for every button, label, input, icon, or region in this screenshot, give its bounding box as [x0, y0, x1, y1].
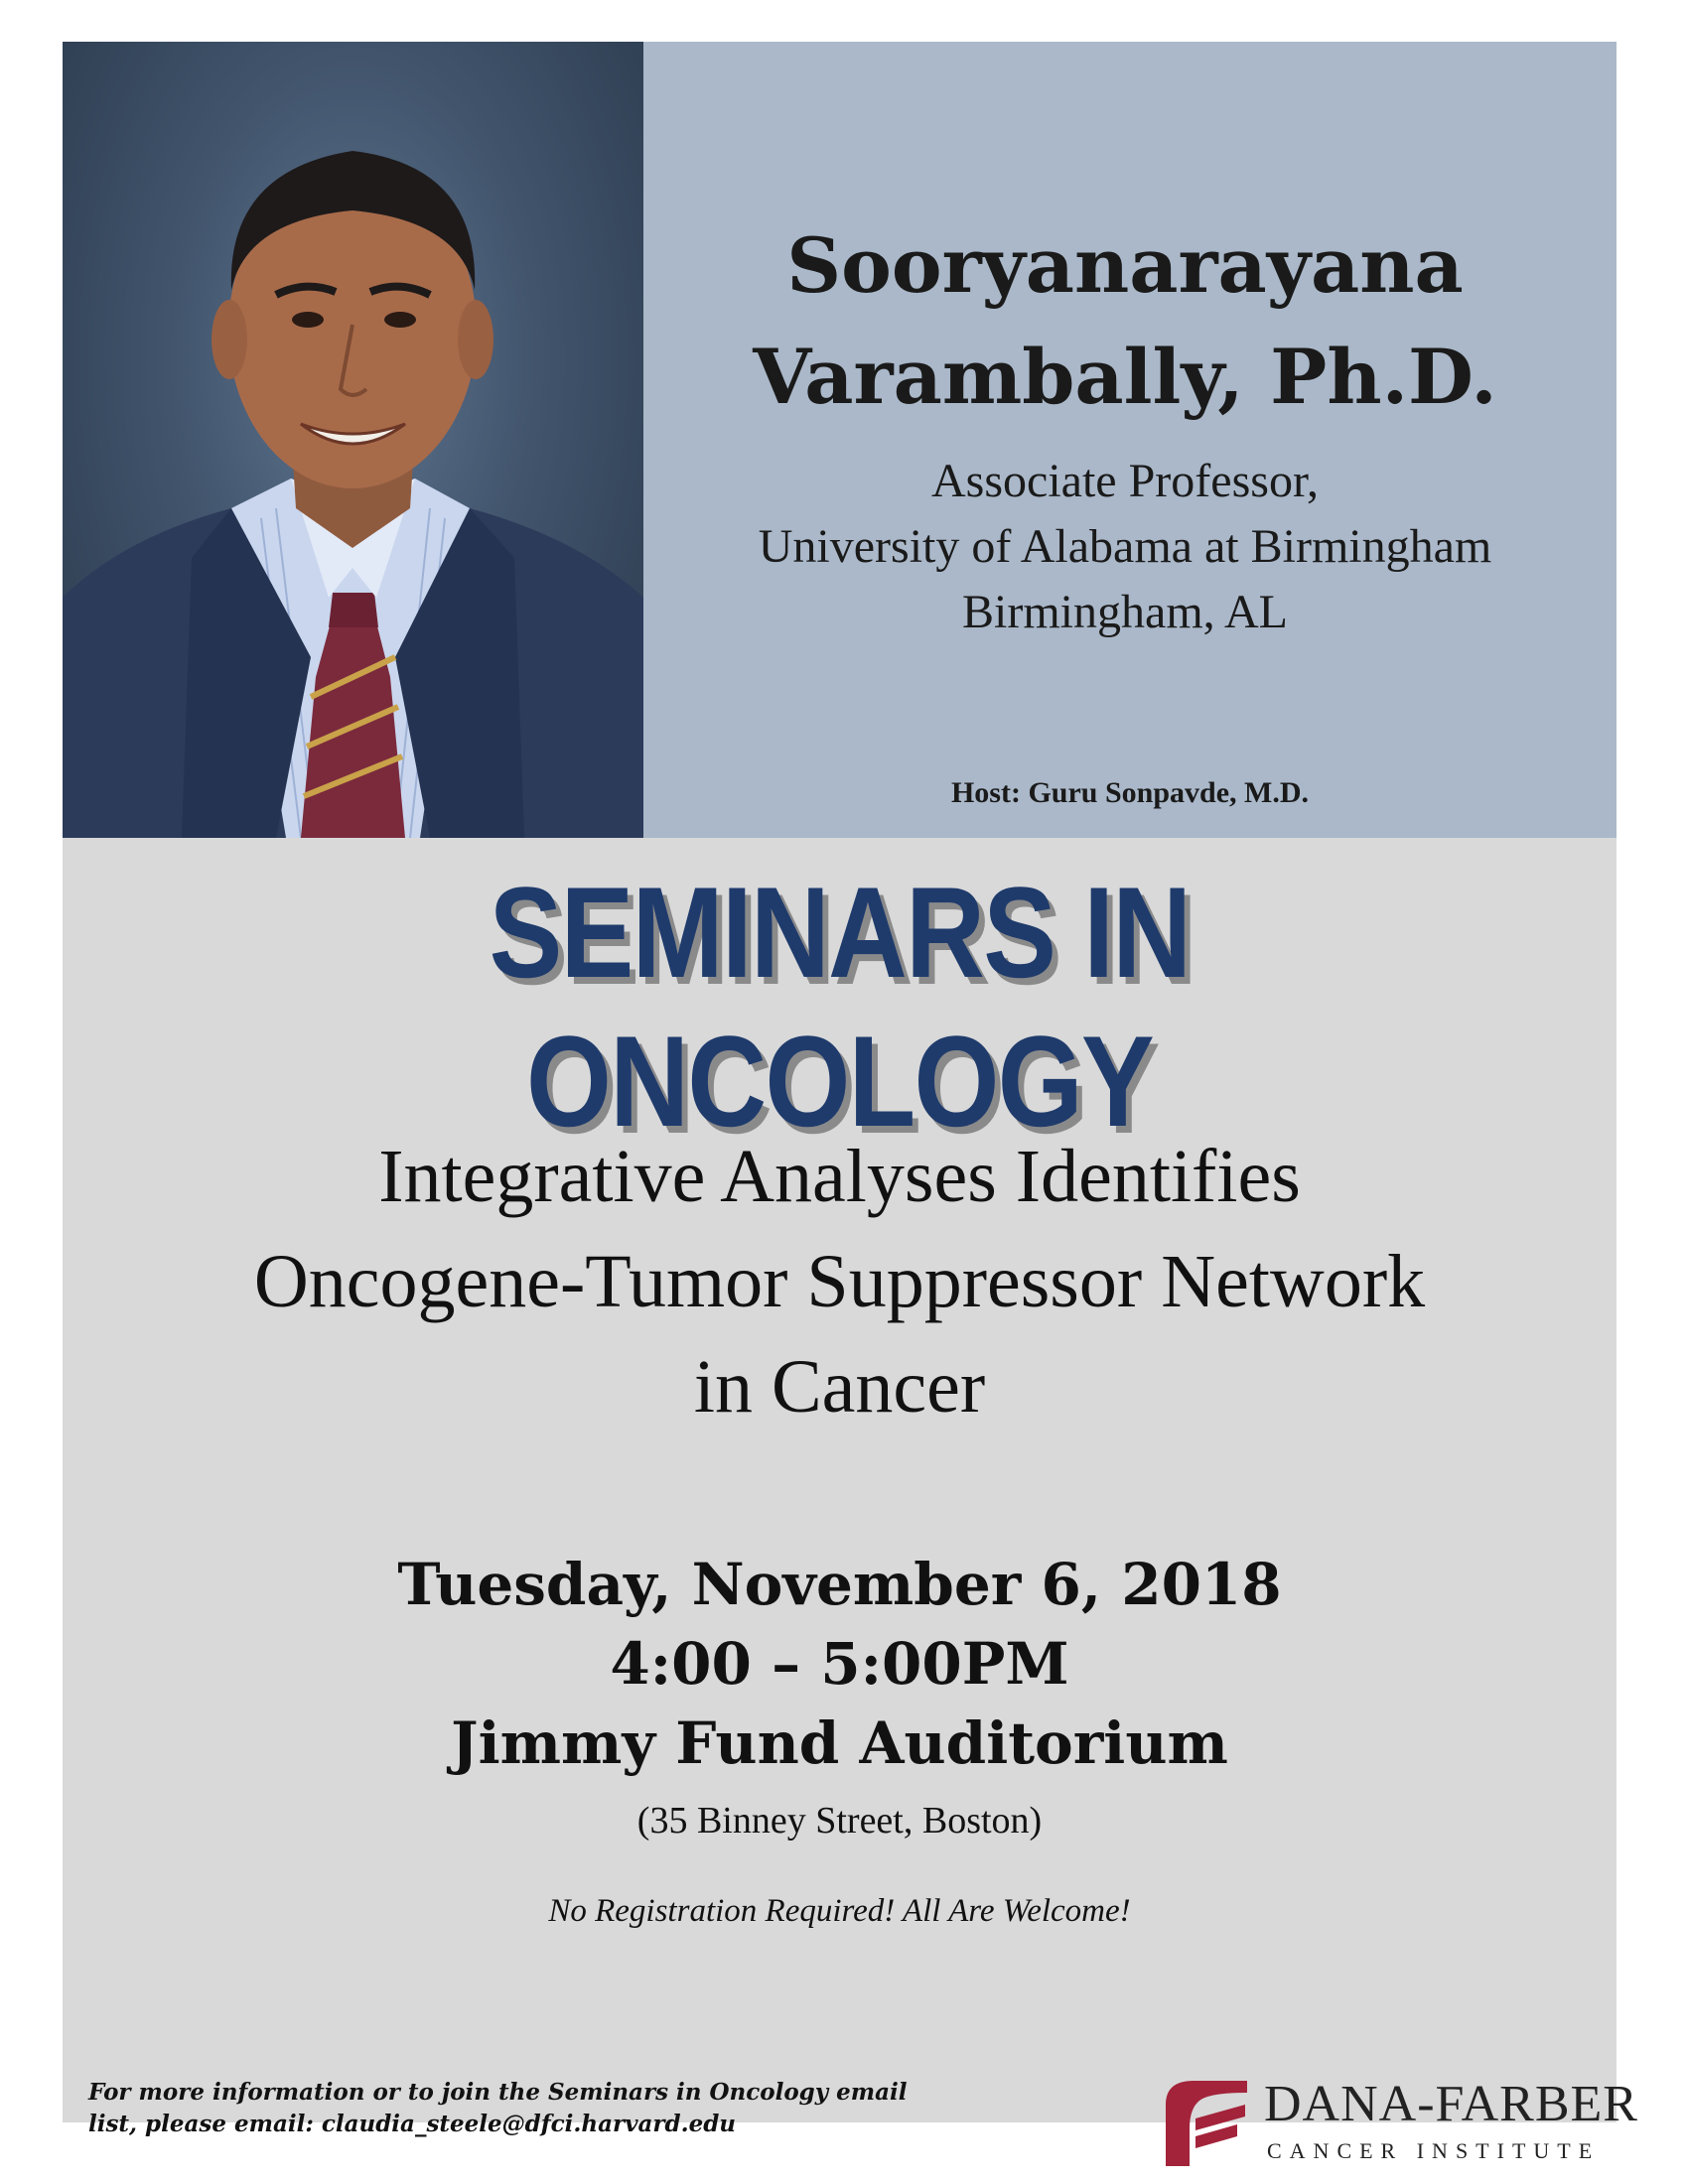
- speaker-title: Associate Professor,: [931, 455, 1319, 507]
- seminar-poster: [63, 42, 1638, 2163]
- speaker-institution: University of Alabama at Birmingham: [758, 520, 1492, 573]
- contact-info: [88, 2077, 1081, 2140]
- event-address: (35 Binney Street, Boston): [636, 1800, 1043, 1842]
- series-title: SEMINARS IN ONCOLOGY: [489, 860, 1191, 1154]
- speaker-name-line1: Sooryanarayana: [786, 221, 1464, 310]
- talk-title-line1: Integrative Analyses Identifies: [378, 1135, 1301, 1218]
- talk-title-line2: Oncogene-Tumor Suppressor Network: [253, 1240, 1426, 1323]
- logo-subtitle: CANCER INSTITUTE: [1267, 2138, 1601, 2163]
- contact-line2[interactable]: list, please email: claudia_steele@dfci.harvard.edu: [88, 2111, 737, 2137]
- talk-title-line3: in Cancer: [693, 1345, 986, 1429]
- host-line: Host: Guru Sonpavde, M.D.: [950, 776, 1310, 809]
- event-date: Tuesday, November 6, 2018: [397, 1551, 1282, 1618]
- contact-line1: For more information or to join the Seminars in Oncology email: [88, 2079, 908, 2106]
- dana-farber-logo-icon: [1160, 2075, 1251, 2166]
- event-time: 4:00 – 5:00PM: [610, 1630, 1069, 1698]
- speaker-name-line2: Varambally, Ph.D.: [753, 333, 1497, 421]
- event-venue: Jimmy Fund Auditorium: [451, 1709, 1228, 1777]
- speaker-photo: [63, 42, 643, 838]
- registration-note: No Registration Required! All Are Welcome!: [548, 1893, 1131, 1929]
- talk-title: [63, 1124, 1617, 1439]
- speaker-header-band: [63, 42, 1617, 838]
- speaker-location: Birmingham, AL: [962, 586, 1288, 638]
- speaker-affiliation: [678, 449, 1572, 645]
- logo-name: DANA-FARBER: [1264, 2076, 1638, 2132]
- dana-farber-logo: [1160, 2075, 1638, 2174]
- speaker-info: [678, 210, 1572, 645]
